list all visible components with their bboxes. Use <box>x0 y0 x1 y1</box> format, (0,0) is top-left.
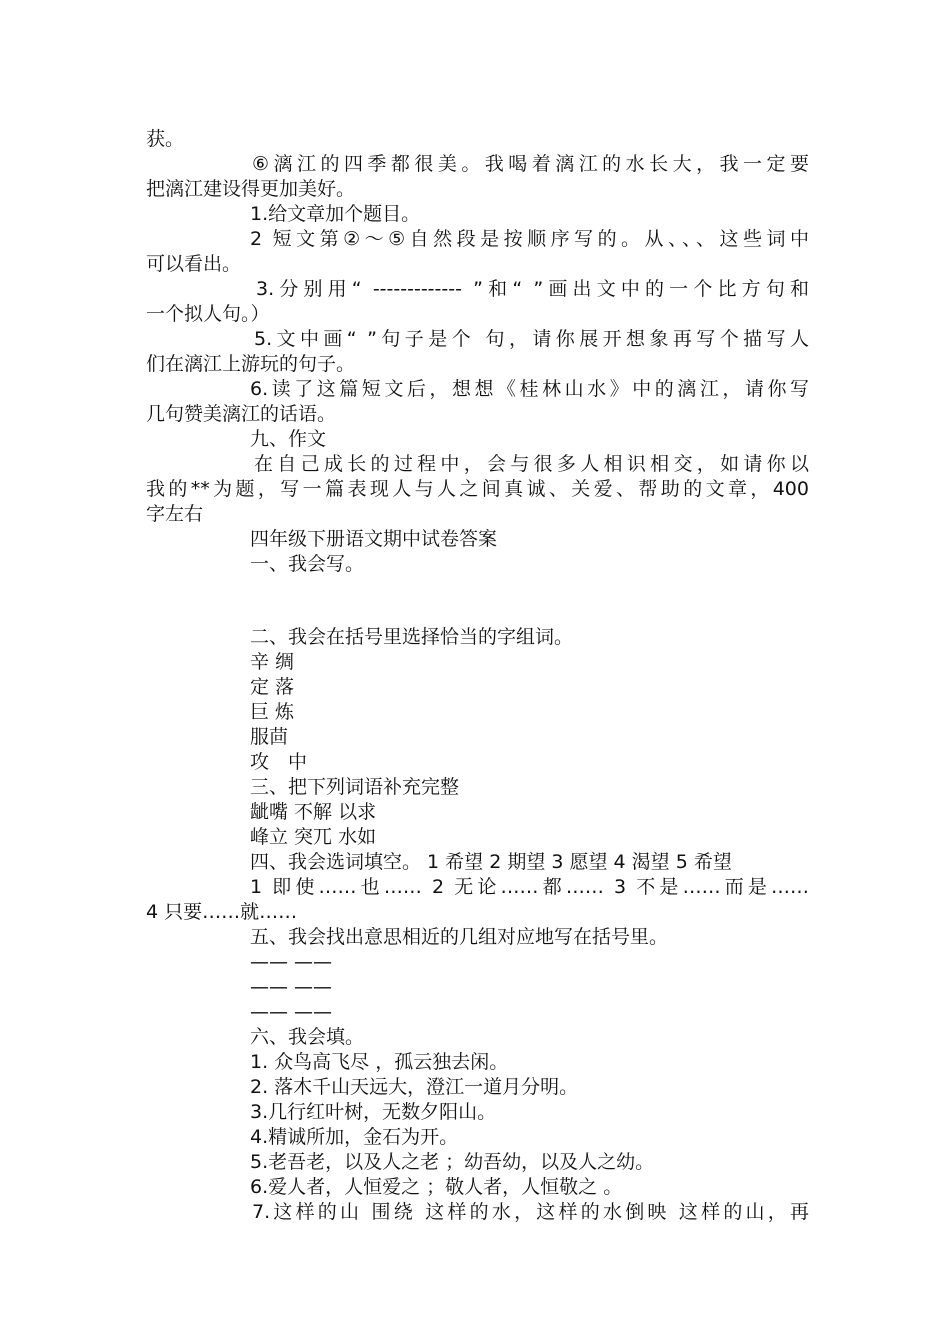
answer-section-3: 三、把下列词语补充完整 <box>250 776 460 798</box>
composition-line-2: 我的**为题，写一篇表现人与人之间真诚、关爱、帮助的文章，400 <box>146 478 809 500</box>
text-line: 获。 <box>146 128 185 150</box>
question-6-line-1: 6.读了这篇短文后，想想《桂林山水》中的漓江，请你写 <box>250 378 809 400</box>
answer-line: 1. 众鸟高飞尽 ，孤云独去闲。 <box>250 1051 509 1073</box>
question-3-line-2: 一个拟人句。） <box>146 303 270 325</box>
answer-dash-line: —— —— <box>250 951 333 973</box>
question-2-line-2: 可以看出。 <box>146 253 242 275</box>
answer-section-4-line-3: 4 只要……就…… <box>146 901 298 923</box>
answer-line: 5.老吾老，以及人之老 ；幼吾幼，以及人之幼。 <box>250 1151 655 1173</box>
answer-line: 7.这样的山 围绕 这样的水，这样的水倒映 这样的山，再 <box>252 1201 809 1223</box>
paragraph-6-line-1: ⑥漓江的四季都很美。我喝着漓江的水长大，我一定要 <box>252 153 809 175</box>
question-6-line-2: 几句赞美漓江的话语。 <box>146 403 337 425</box>
answer-line: 6.爱人者，人恒爱之 ；敬人者，人恒敬之 。 <box>250 1176 623 1198</box>
question-5-line-2: 们在漓江上游玩的句子。 <box>146 353 356 375</box>
answer-section-4-line-2: 1 即使……也…… 2 无论……都…… 3 不是……而是…… <box>250 876 809 898</box>
answer-line: 龇嘴 不解 以求 <box>250 801 377 823</box>
section-heading-composition: 九、作文 <box>250 428 327 450</box>
answer-line: 3.几行红叶树，无数夕阳山。 <box>250 1101 497 1123</box>
composition-line-1: 在自己成长的过程中，会与很多人相识相交，如请你以 <box>254 453 809 475</box>
answer-section-1: 一、我会写。 <box>250 553 365 575</box>
answer-section-2: 二、我会在括号里选择恰当的字组词。 <box>250 626 574 648</box>
answer-line: 辛 绸 <box>250 651 295 673</box>
paragraph-6-line-2: 把漓江建设得更加美好。 <box>146 178 356 200</box>
answer-dash-line: —— —— <box>250 1001 333 1023</box>
answer-dash-line: —— —— <box>250 976 333 998</box>
answer-line: 峰立 突兀 水如 <box>250 826 377 848</box>
answer-line: 定 落 <box>250 676 295 698</box>
question-1: 1.给文章加个题目。 <box>250 203 421 225</box>
answer-key-title: 四年级下册语文期中试卷答案 <box>250 528 498 550</box>
answer-line: 4.精诚所加，金石为开。 <box>250 1126 459 1148</box>
composition-line-3: 字左右 <box>146 503 204 525</box>
answer-line: 攻 中 <box>250 751 308 773</box>
answer-section-4: 四、我会选词填空。 1 希望 2 期望 3 愿望 4 渴望 5 希望 <box>250 851 732 873</box>
question-3-line-1: 3.分别用“ ------------- ”和“ ”画出文中的一个比方句和 <box>256 278 809 300</box>
answer-section-5: 五、我会找出意思相近的几组对应地写在括号里。 <box>250 926 669 948</box>
answer-line: 巨 炼 <box>250 701 295 723</box>
question-2-line-1: 2 短文第②～⑤自然段是按顺序写的。从、、、这些词中 <box>250 228 809 250</box>
question-5-line-1: 5.文中画“ ”句子是个 句，请你展开想象再写个描写人 <box>254 328 809 350</box>
answer-line: 服茴 <box>250 726 289 748</box>
answer-section-6: 六、我会填。 <box>250 1026 365 1048</box>
answer-line: 2. 落木千山天远大，澄江一道月分明。 <box>250 1076 579 1098</box>
